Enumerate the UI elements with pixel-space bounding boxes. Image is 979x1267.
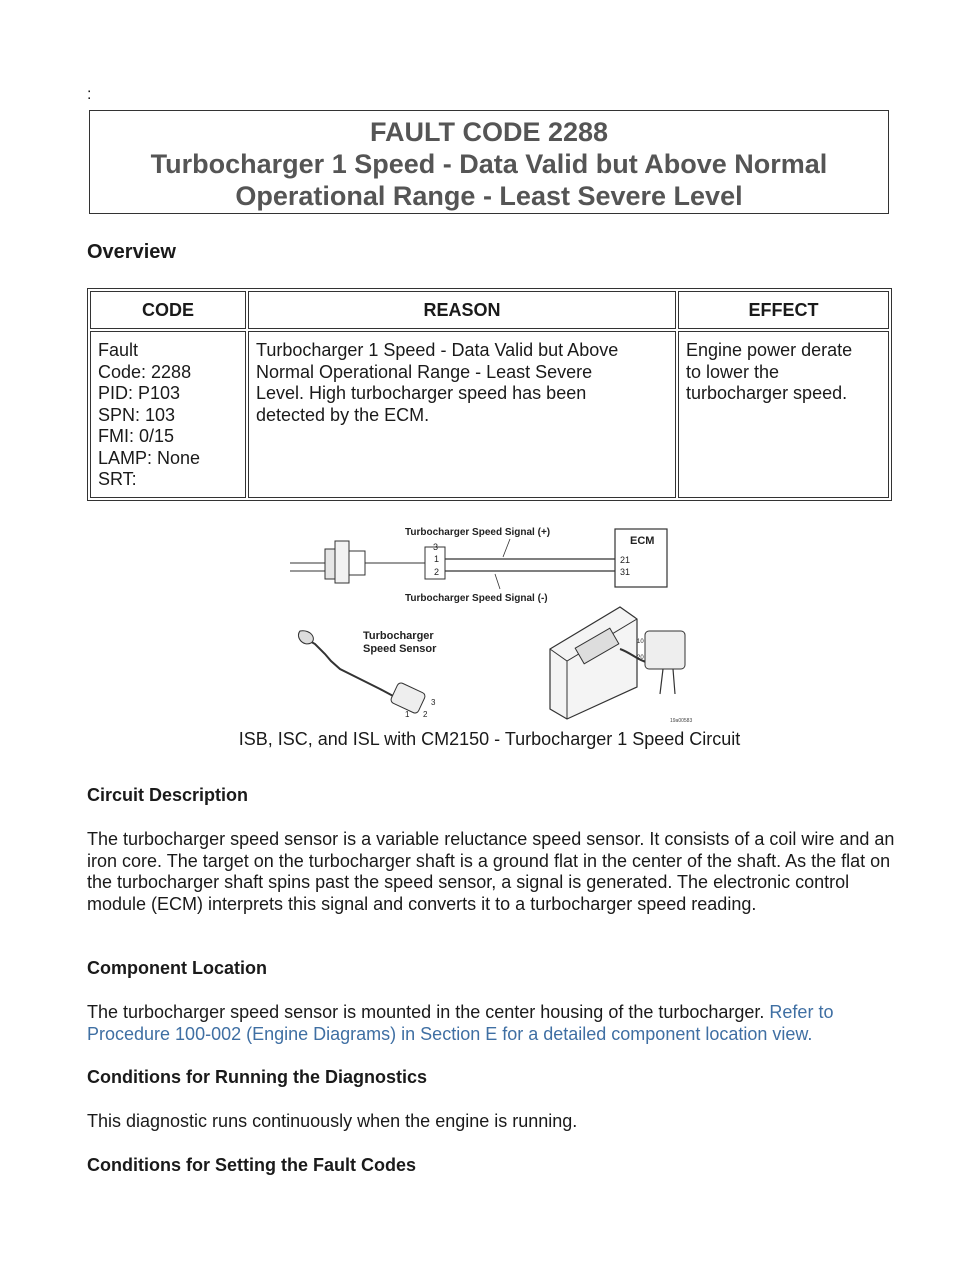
fault-code-subtitle-line1: Turbocharger 1 Speed - Data Valid but Above Normal	[150, 149, 828, 179]
connector-pin-2-label: 2	[434, 567, 440, 577]
code-line: PID: P103	[98, 383, 181, 403]
engine-diagrams-link[interactable]: Refer to Procedure 100-002 (Engine Diagrams) in Section E for a detailed component location view.	[87, 1002, 834, 1044]
reason-line: Normal Operational Range - Least Severe	[256, 361, 593, 382]
effect-line: Engine power derate	[686, 340, 853, 360]
table-header-row	[90, 291, 889, 329]
code-line: Code: 2288	[98, 361, 192, 382]
sensor-flange-icon	[335, 541, 349, 583]
column-header-reason: REASON	[248, 291, 676, 329]
sensor-label-line2: Speed Sensor	[363, 643, 437, 655]
code-line: SRT:	[98, 469, 137, 489]
code-line: FMI: 0/15	[98, 426, 175, 446]
connector-pin-1-label: 1	[434, 554, 440, 564]
reason-line: Level. High turbocharger speed has been	[256, 383, 587, 403]
ecm-pin-21-label: 21	[620, 555, 631, 565]
reason-line: Turbocharger 1 Speed - Data Valid but Above	[256, 340, 619, 360]
running-conditions-text: This diagnostic runs continuously when the engine is running.	[87, 1111, 578, 1131]
sensor-label-line1: Turbocharger	[363, 630, 434, 642]
ecm-module-icon	[550, 607, 637, 719]
setting-conditions-heading: Conditions for Setting the Fault Codes	[87, 1155, 416, 1175]
diagram-caption: ISB, ISC, and ISL with CM2150 - Turbocharger 1 Speed Circuit	[238, 729, 741, 749]
fault-code-subtitle-line2: Operational Range - Least Severe Level	[235, 181, 743, 211]
code-line: SPN: 103	[98, 404, 176, 425]
ecm-label: ECM	[630, 535, 655, 547]
fault-code-title-box	[89, 110, 889, 214]
column-header-effect: EFFECT	[678, 291, 889, 329]
effect-line: turbocharger speed.	[686, 383, 848, 403]
effect-cell	[678, 331, 889, 498]
code-cell	[90, 331, 246, 498]
page-marker: :	[87, 86, 92, 103]
sensor-body-icon	[325, 549, 335, 579]
reason-line: detected by the ECM.	[256, 404, 430, 425]
circuit-description-text: The turbocharger speed sensor is a variable reluctance speed sensor. It consists of a coil wire and an iron core. The target on the turbocharger shaft is a ground flat in the center of the shaft. As the flat on the turbocharger shaft spins past the speed sensor, a signal is generated. The electronic control module (ECM) interprets this signal and converts it to a turbocharger speed reading.	[87, 829, 895, 914]
reason-cell	[248, 331, 676, 498]
figure-reference-label: 19a00583	[670, 718, 693, 724]
ecm-pin-31-label: 31	[620, 567, 631, 577]
sensor-lead	[290, 563, 325, 571]
component-location-text: The turbocharger speed sensor is mounted in the center housing of the turbocharger.	[87, 1002, 770, 1022]
signal-minus-label: Turbocharger Speed Signal (-)	[405, 593, 548, 604]
ecm-plug-pin-10-label: 10	[637, 639, 644, 645]
plug-pin-2-label: 2	[423, 710, 428, 719]
turbocharger-circuit-diagram	[285, 519, 697, 725]
plug-pin-1-label: 1	[405, 710, 410, 719]
signal-plus-label: Turbocharger Speed Signal (+)	[405, 527, 551, 538]
ecm-plug-pin-20-label: 20	[637, 655, 644, 661]
sensor-connector-icon	[349, 551, 365, 575]
table-row	[90, 331, 889, 498]
fault-code-table	[87, 288, 892, 501]
code-line: LAMP: None	[98, 447, 201, 468]
ecm-harness-plug-icon	[645, 631, 685, 669]
component-location-heading: Component Location	[87, 958, 267, 978]
running-conditions-heading: Conditions for Running the Diagnostics	[87, 1067, 427, 1087]
plug-pin-3-label: 3	[431, 698, 436, 707]
connector-pin-3-label: 3	[433, 542, 439, 552]
column-header-code: CODE	[90, 291, 246, 329]
effect-line: to lower the	[686, 361, 780, 382]
circuit-description-heading: Circuit Description	[87, 785, 249, 805]
overview-heading: Overview	[87, 241, 176, 263]
code-line: Fault	[98, 340, 139, 360]
turbocharger-speed-sensor-icon	[298, 631, 313, 644]
component-location-paragraph	[87, 1002, 897, 1045]
fault-code-title: FAULT CODE 2288	[369, 117, 609, 147]
